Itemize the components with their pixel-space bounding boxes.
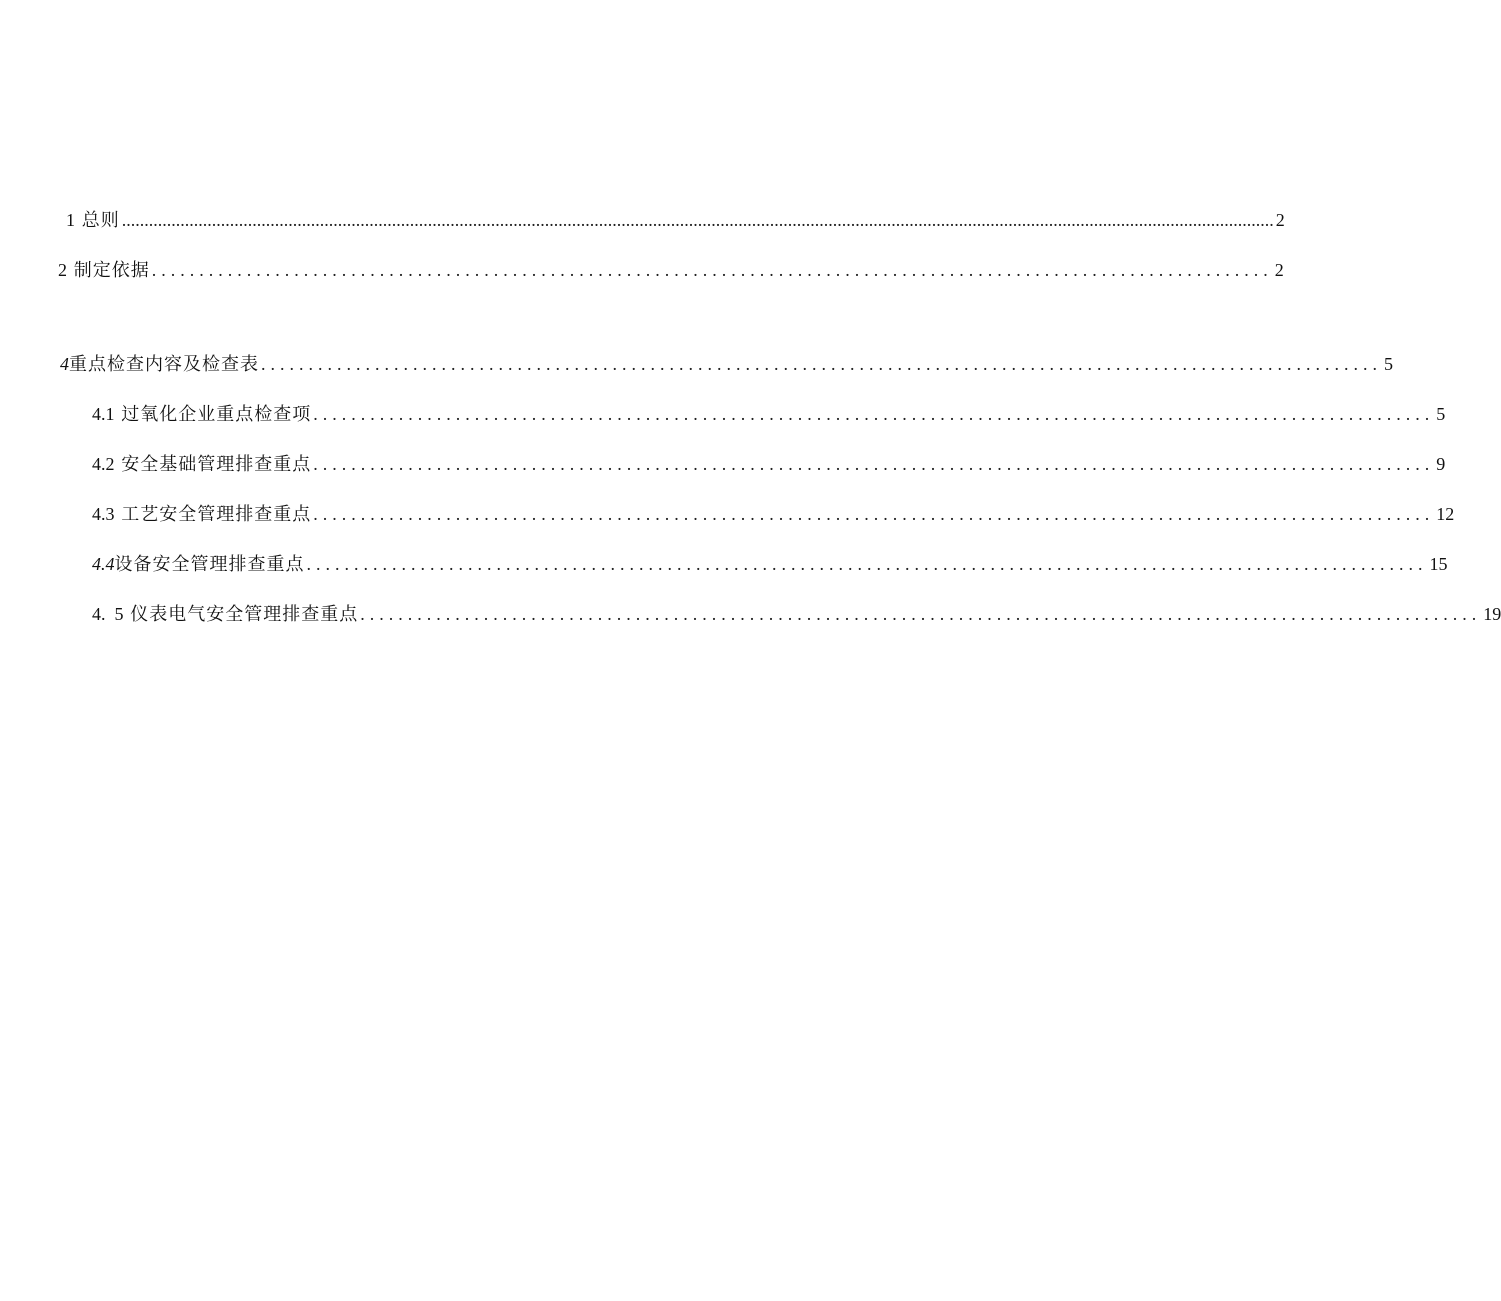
toc-entry-basis[interactable] [58, 258, 1284, 282]
toc-entry-4-1[interactable] [92, 402, 1446, 426]
toc-entry-title: 4.4设备安全管理排查重点 [92, 554, 305, 575]
toc-page-number: 5 [1384, 354, 1393, 374]
toc-entry-title: 4. 5 仪表电气安全管理排查重点 [92, 604, 359, 625]
toc-entry-4-3[interactable] [92, 502, 1455, 526]
dot-leader: ...................................................................................................................... [313, 454, 1435, 474]
toc-entry-title: 1 总则 [66, 210, 120, 231]
toc-entry-title: 4重点检查内容及检查表 [60, 354, 259, 375]
dot-leader: ...................................................................................................................... [313, 404, 1435, 424]
toc-entry-4-5[interactable] [92, 602, 1501, 626]
toc-entry-title: 4.3 工艺安全管理排查重点 [92, 504, 312, 525]
toc-page-number: 19 [1483, 604, 1501, 624]
toc-entry-title: 4.2 安全基础管理排查重点 [92, 454, 312, 475]
toc-entry-title: 2 制定依据 [58, 260, 150, 281]
toc-entry-4-2[interactable] [92, 452, 1446, 476]
toc-page-number: 9 [1436, 454, 1446, 474]
dot-leader: ...................................................................................................................... [261, 354, 1382, 374]
dot-leader: ...................................................................................................................... [151, 260, 1273, 280]
dot-leader: ...................................................................................................................... [306, 554, 1428, 574]
toc-page-number: 2 [1275, 210, 1285, 230]
toc-entry-general[interactable] [66, 208, 1285, 232]
toc-page-number: 2 [1274, 260, 1284, 280]
toc-entry-title: 4.1 过氧化企业重点检查项 [92, 404, 312, 425]
toc-page-number: 12 [1436, 504, 1455, 524]
dot-leader: ...................................................................................................................... [313, 504, 1435, 524]
dot-leader: ...................................................................................................................... [360, 604, 1482, 624]
toc-page-number: 5 [1436, 404, 1446, 424]
toc-page-number: 15 [1429, 554, 1448, 574]
dot-leader: ................................................................................................................................................................................................................................................................ [121, 210, 1274, 230]
toc-entry-4-4[interactable] [92, 552, 1448, 576]
toc-entry-inspection-content[interactable] [60, 352, 1393, 376]
